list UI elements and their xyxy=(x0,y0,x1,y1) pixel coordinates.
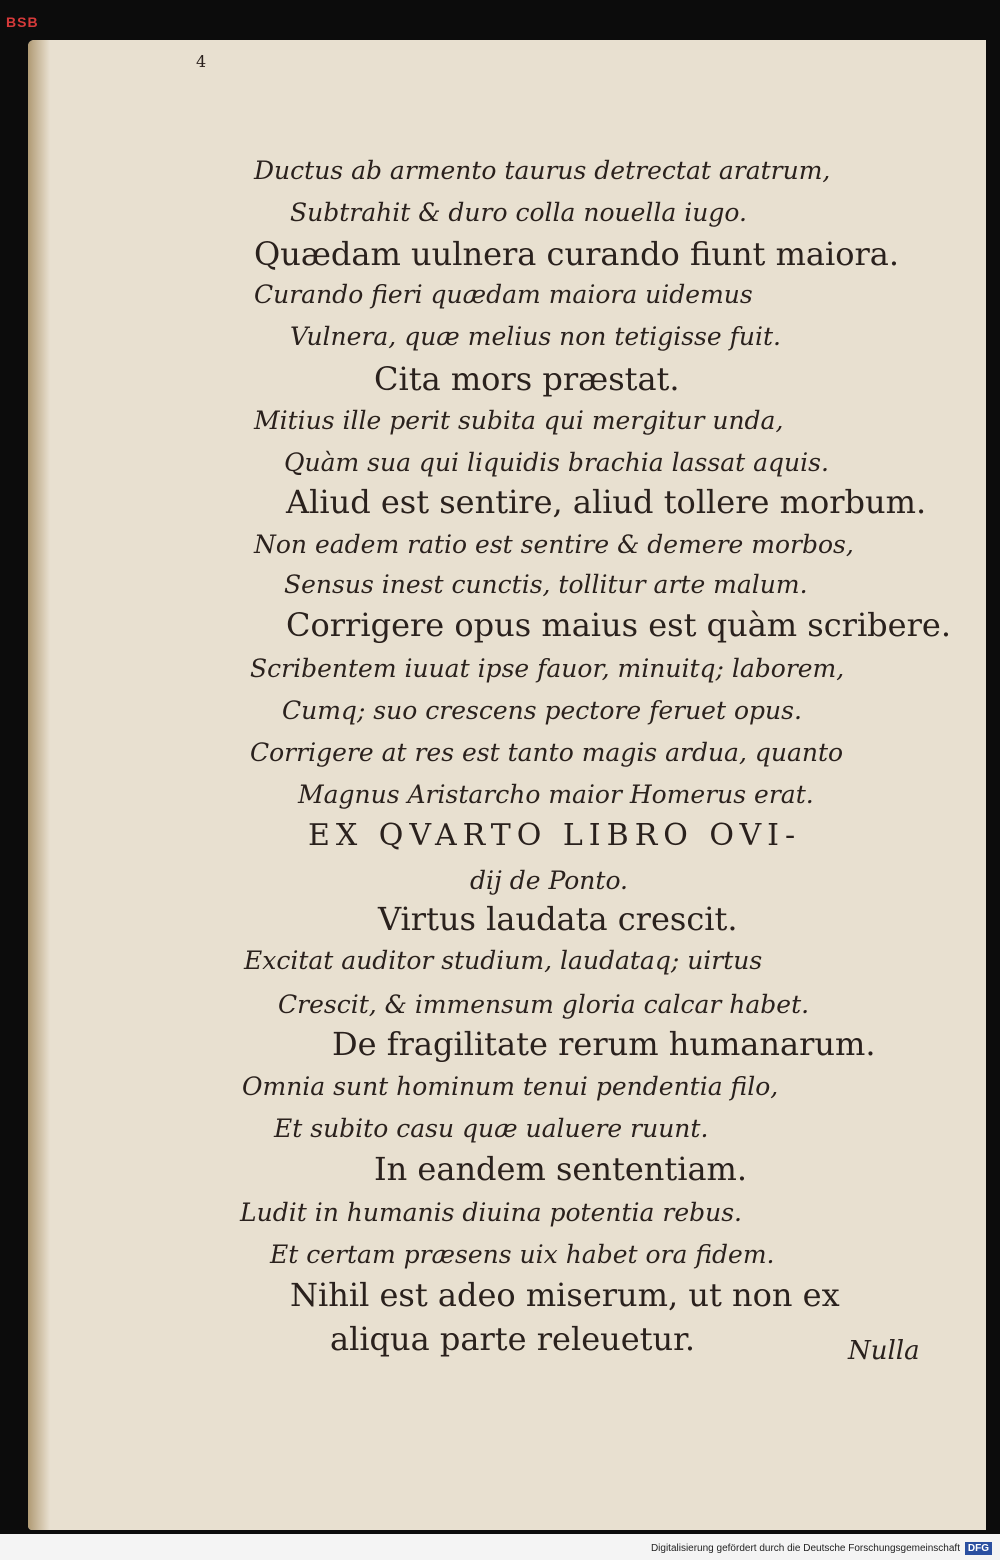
verse-line: Quàm sua qui liquidis brachia lassat aquis. xyxy=(284,448,829,477)
section-heading: In eandem sententiam. xyxy=(374,1150,748,1188)
verse-line: Omnia sunt hominum tenui pendentia filo, xyxy=(242,1072,779,1101)
paragraph-line: aliqua parte releuetur. xyxy=(330,1320,696,1358)
dfg-logo: DFG xyxy=(965,1542,992,1555)
section-heading: Virtus laudata crescit. xyxy=(378,900,738,938)
catchword: Nulla xyxy=(848,1336,920,1366)
book-heading-continuation: dij de Ponto. xyxy=(470,866,629,895)
page-mark: 4 xyxy=(196,52,207,71)
verse-line: Scribentem iuuat ipse fauor, minuitq; laborem, xyxy=(250,654,845,683)
verse-line: Vulnera, quæ melius non tetigisse fuit. xyxy=(290,322,781,351)
verse-line: Ductus ab armento taurus detrectat aratrum, xyxy=(254,156,831,185)
section-heading: Cita mors præstat. xyxy=(374,360,680,398)
footer-bar xyxy=(0,1534,1000,1560)
library-logo: BSB xyxy=(6,14,39,30)
verse-line: Subtrahit & duro colla nouella iugo. xyxy=(290,198,747,227)
book-page xyxy=(28,40,986,1530)
verse-line: Magnus Aristarcho maior Homerus erat. xyxy=(298,780,814,809)
verse-line: Et subito casu quæ ualuere ruunt. xyxy=(274,1114,709,1143)
page-spine-shadow xyxy=(28,40,50,1530)
verse-line: Mitius ille perit subita qui mergitur unda, xyxy=(254,406,784,435)
section-heading: Corrigere opus maius est quàm scribere. xyxy=(286,606,951,644)
verse-line: Sensus inest cunctis, tollitur arte malum. xyxy=(284,570,808,599)
verse-line: Crescit, & immensum gloria calcar habet. xyxy=(278,990,810,1019)
verse-line: Corrigere at res est tanto magis ardua, quanto xyxy=(250,738,844,767)
section-heading: De fragilitate rerum humanarum. xyxy=(332,1025,876,1063)
digitization-credit: Digitalisierung gefördert durch die Deutsche Forschungsgemeinschaft xyxy=(650,1543,960,1554)
section-heading: Aliud est sentire, aliud tollere morbum. xyxy=(286,483,927,521)
verse-line: Et certam præsens uix habet ora fidem. xyxy=(270,1240,775,1269)
verse-line: Curando fieri quædam maiora uidemus xyxy=(254,280,753,309)
book-heading: EX QVARTO LIBRO OVI- xyxy=(308,818,802,853)
section-heading: Quædam uulnera curando fiunt maiora. xyxy=(254,235,900,273)
paragraph-line: Nihil est adeo miserum, ut non ex xyxy=(290,1276,840,1314)
verse-line: Non eadem ratio est sentire & demere morbos, xyxy=(254,530,854,559)
verse-line: Ludit in humanis diuina potentia rebus. xyxy=(240,1198,742,1227)
verse-line: Excitat auditor studium, laudataq; uirtus xyxy=(244,946,763,975)
verse-line: Cumq; suo crescens pectore feruet opus. xyxy=(282,696,802,725)
